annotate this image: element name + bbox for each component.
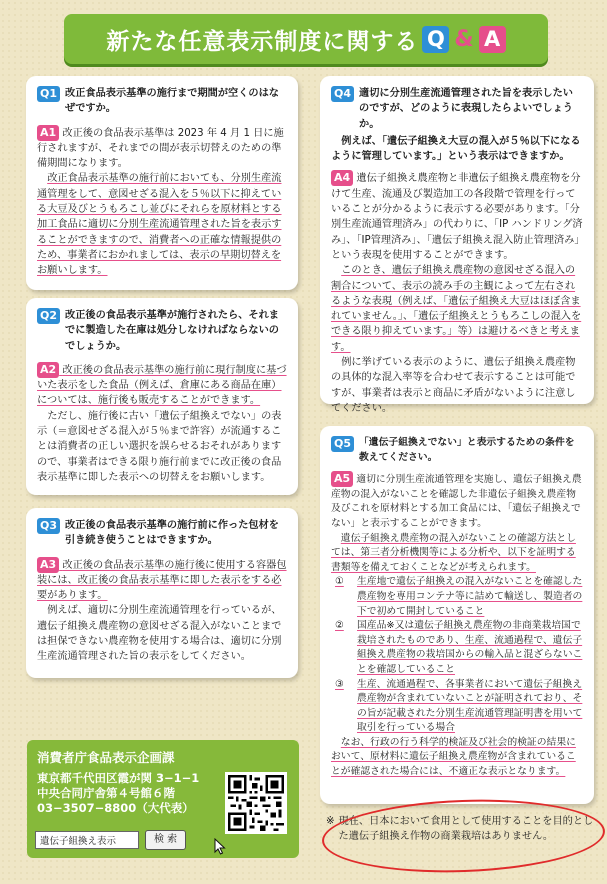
list-number: ① xyxy=(335,576,344,588)
question-text: 改正食品表示基準の施行まで期間が空くのはなぜですか。 xyxy=(65,88,279,115)
answer-badge: A5 xyxy=(331,471,353,487)
footnote-text: 現在、日本において食用として使用することを目的とした遺伝子組換え作物の商業栽培はありません。 xyxy=(338,816,594,842)
answer-paragraph: 例えば、適切に分別生産流通管理を行っているが、遺伝子組換え農産物の意図せざる混入がないことまでは担保できない農産物を使用する場合は、適切に分別生産流通管理された旨の表示をしてください。 xyxy=(37,605,282,663)
answer-paragraph: 改正食品表示基準の施行前においても、分別生産流通管理をして、意図せざる混入を５％以下に抑えている大豆及びとうもろこし並びにそれらを原材料とする加工食品に適切に分別生産流通管理された旨を表示することができますので、消費者への正確な情報提供のため、事業者におかれましては、表示の早期切替えをお願いします。 xyxy=(37,173,282,277)
qa-card-q2 xyxy=(26,298,298,495)
list-text: 国産品※又は遺伝子組換え農産物の非商業栽培国で栽培されたものであり、生産、流通過程で、遺伝子組換え農産物の栽培国からの輸入品と混ざらないことを確認していること xyxy=(357,620,583,675)
question-row xyxy=(331,436,583,465)
list-item xyxy=(331,619,583,677)
qa-card-q3 xyxy=(26,508,298,678)
list-item xyxy=(331,575,583,619)
title-ampersand: & xyxy=(454,26,474,52)
answer-badge: A3 xyxy=(37,557,59,573)
answer-badge: A2 xyxy=(37,362,59,378)
footnote-mark: ※ xyxy=(326,816,335,827)
contact-phone: 03−3507−8800（大代表） xyxy=(37,801,194,815)
search-row xyxy=(35,830,186,850)
qa-card-q1 xyxy=(26,76,298,290)
question-row xyxy=(331,86,583,132)
answer-badge: A4 xyxy=(331,170,353,186)
title-a-badge: A xyxy=(479,26,506,53)
list-number: ② xyxy=(335,620,344,632)
answer-text: 改正後の食品表示基準は 2023 年 4 月 1 日に施行されますが、それまでの間が表示切替えのための準備期間になります。 xyxy=(37,127,284,170)
contact-address-2: 中央合同庁舎第４号館６階 xyxy=(37,786,175,800)
answer-paragraph: 遺伝子組換え農産物の混入がないことの確認方法としては、第三者分析機関等による分析や、以下を証明する書類等を備えておくことなどが考えられます。 xyxy=(331,532,576,573)
question-text: 「遺伝子組換えでない」と表示するための条件を教えてください。 xyxy=(359,437,575,463)
question-text: 改正後の食品表示基準の施行前に作った包材を引き続き使うことはできますか。 xyxy=(65,520,279,547)
answer-text: 遺伝子組換え農産物と非遺伝子組換え農産物を分けて生産、流通及び製造加工の各段階で管理を行っていることが分かるように表示する必要があります。「分別生産流通管理済み」の代わりに、「IP ハンドリング済み」、「IP管理済み」、「遺伝子組換え混入防止管理済み」という表現を使用することができます。 xyxy=(331,173,583,261)
question-example: 例えば、「遺伝子組換え大豆の混入が５％以下になるように管理しています。」という表示はできますか。 xyxy=(331,135,581,163)
question-badge: Q2 xyxy=(37,308,60,324)
title-q-badge: Q xyxy=(422,26,449,53)
question-badge: Q1 xyxy=(37,86,60,102)
question-row xyxy=(37,308,287,354)
page-title: 新たな任意表示制度に関する xyxy=(106,28,419,55)
question-row xyxy=(37,518,287,549)
answer-badge: A1 xyxy=(37,125,59,141)
contact-org-name: 消費者庁食品表示企画課 xyxy=(37,750,175,765)
answer-paragraph: なお、行政の行う科学的検証及び社会的検証の結果において、原材料に遺伝子組換え農産物が含まれていることが確認された場合には、不適正な表示となります。 xyxy=(331,736,576,778)
answer-text: 改正後の食品表示基準の施行後に使用する容器包装には、改正後の食品表示基準に即した表示をする必要があります。 xyxy=(37,559,287,602)
answer-block xyxy=(37,557,287,604)
mouse-cursor-icon xyxy=(214,838,226,855)
search-button[interactable]: 検 索 xyxy=(145,830,186,850)
answer-paragraph: 例に挙げている表示のように、遺伝子組換え農産物の具体的な混入率等を合わせて表示することは可能ですが、事業者は表示と商品に矛盾がないように注意してください。 xyxy=(331,357,576,414)
list-item xyxy=(331,678,583,736)
contact-panel xyxy=(27,740,299,858)
question-badge: Q3 xyxy=(37,518,60,534)
search-input[interactable] xyxy=(35,831,139,849)
annotation-ring xyxy=(321,795,606,877)
qr-code-icon[interactable] xyxy=(225,772,287,834)
answer-block xyxy=(331,471,583,531)
qa-card-q5 xyxy=(320,426,594,804)
answer-paragraph: ただし、施行後に古い「遺伝子組換えでない」の表示（＝意図せざる混入が５％まで許容）が流通することは消費者の正しい選択を誤らせるおそれがありますので、事業者はできる限り施行前までに改正後の食品表示基準に即した表示への切替えをお願いします。 xyxy=(37,410,282,483)
qa-card-q4 xyxy=(320,76,594,414)
answer-block xyxy=(37,362,287,409)
answer-block xyxy=(37,125,287,172)
list-number: ③ xyxy=(335,678,344,690)
answer-block xyxy=(331,170,583,263)
question-text: 適切に分別生産流通管理された旨を表示したいのですが、どのように表現したらよいでしょうか。 xyxy=(359,88,573,130)
question-row xyxy=(37,86,287,117)
contact-address-1: 東京都千代田区霞が関 3−1−1 xyxy=(37,771,200,785)
answer-text: 適切に分別生産流通管理を実施し、遺伝子組換え農産物の混入がないことを確認した非遺伝子組換え農産物及びこれを原材料とする加工食品には、「遺伝子組換えでない」と表示することができます。 xyxy=(331,474,582,529)
list-text: 生産地で遺伝子組換えの混入がないことを確認した農産物を専用コンテナ等に詰めて輸送し、製造者の下で初めて開封していること xyxy=(357,576,583,617)
list-text: 生産、流通過程で、各事業者において遺伝子組換え農産物が含まれていないことが証明されており、その旨が記載された分別生産流通管理証明書を用いて取引を行っている場合 xyxy=(357,678,583,734)
question-badge: Q4 xyxy=(331,86,354,102)
answer-text: 改正後の食品表示基準の施行前に現行制度に基づいた表示をした食品（例えば、倉庫にある商品在庫）については、施行後も販売することができます。 xyxy=(37,364,287,407)
title-banner xyxy=(64,14,548,64)
question-badge: Q5 xyxy=(331,436,354,452)
answer-paragraph: このとき、遺伝子組換え農産物の意図せざる混入の割合について、表示の読み手の主観によって左右されるような表現（例えば、「遺伝子組換え大豆はほぼ含まれていません。」、「遺伝子組換えとうもろこしの混入をできる限り抑えています。」等）は避けるべきと考えます。 xyxy=(331,265,582,353)
question-text: 改正後の食品表示基準が施行されたら、それまでに製造した在庫は処分しなければならないのでしょうか。 xyxy=(65,310,279,352)
